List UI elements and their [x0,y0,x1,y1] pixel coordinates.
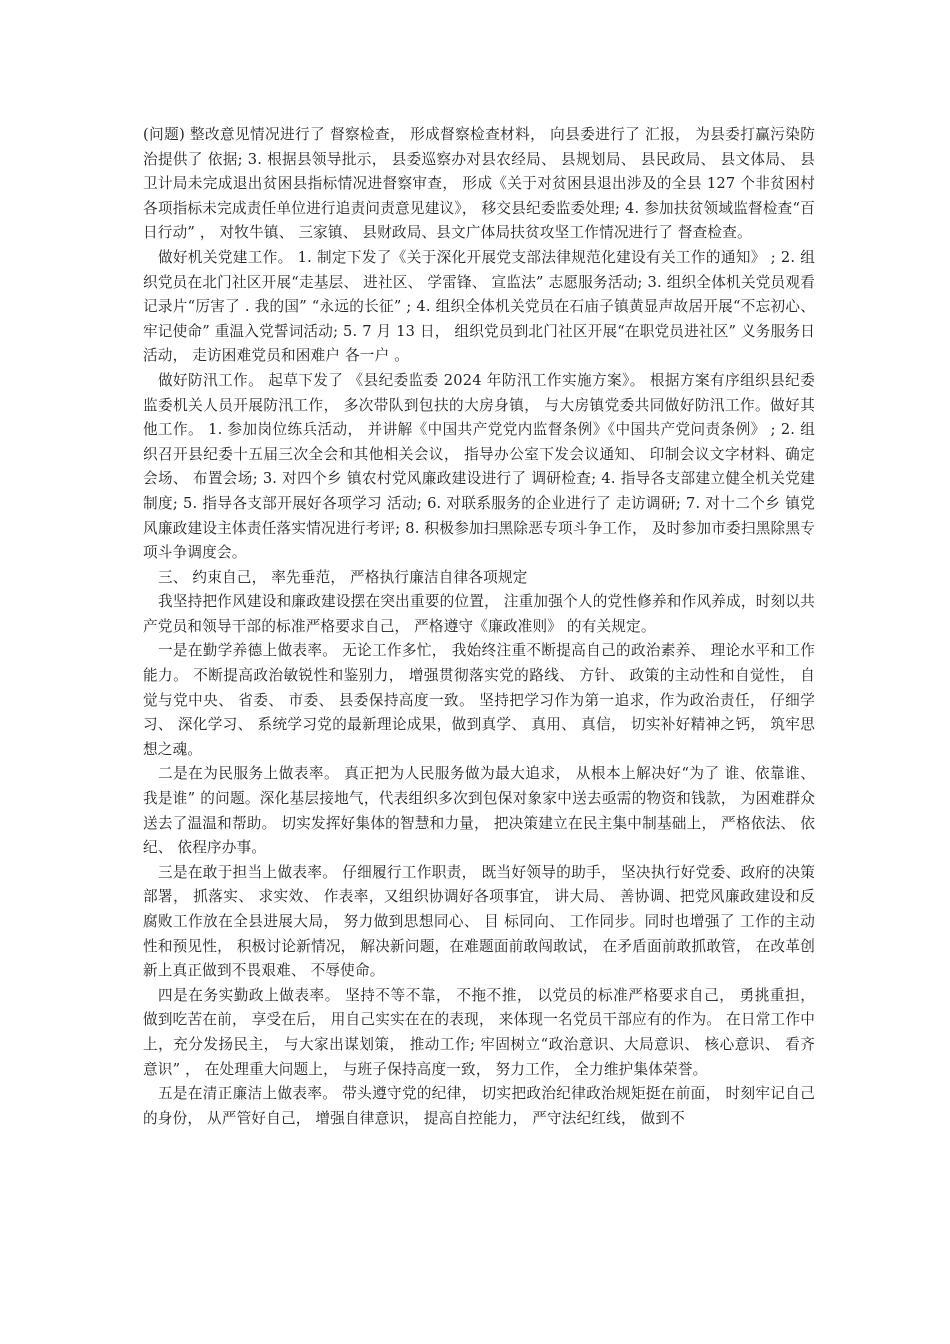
paragraph-diligent-study: 一是在勤学养德上做表率。 无论工作多忙， 我始终注重不断提高自己的政治素养、 理论水平和工作能力。 不断提高政治敏锐性和鉴别力， 增强贯彻落实党的路线、 方针、 政策的主动性和自觉性， 自觉与党中央、 省委、 市委、 县委保持高度一致。 坚持把学习作为第一追求，作为政治责任， 仔细学习、 深化学习、 系统学习党的最新理论成果，做到真学、 真用、 真信， 切实补好精神之钙， 筑牢思想之魂。 [143,642,815,758]
paragraph-integrity: 五是在清正廉洁上做表率。 带头遵守党的纪律， 切实把政治纪律政治规矩挺在前面， 时刻牢记自己的身份， 从严管好自己， 增强自律意识， 提高自控能力， 严守法纪红线， 做到不 [143,1085,815,1127]
paragraph-pragmatic-work: 四是在务实勤政上做表率。 坚持不等不靠， 不拖不推， 以党员的标准严格要求自己， 勇挑重担， 做到吃苦在前， 享受在后， 用自己实实在在的表现， 来体现一名党员干部应有的作为。 在日常工作中上，充分发扬民主， 与大家出谋划策， 推动工作; 牢固树立“政治意识、大局意识、 核心意识、 看齐意识” ， 在处理重大问题上， 与班子保持高度一致， 努力工作， 全力维护集体荣誉。 [143,986,815,1078]
paragraph-responsibility: 三是在敢于担当上做表率。 仔细履行工作职责， 既当好领导的助手， 坚决执行好党委、政府的决策部署， 抓落实、 求实效、 作表率，又组织协调好各项事宜， 讲大局、 善协调、把党风廉政建设和反腐败工作放在全县进展大局， 努力做到思想同心、 目 标同向、 工作同步。同时也增强了 工作的主动性和预见性， 积极讨论新情况， 解决新问题，在难题面前敢闯敢试， 在矛盾面前敢抓敢管， 在改革创新上真正做到不畏艰难、 不辱使命。 [143,863,815,980]
paragraph-party-building: 做好机关党建工作。 1. 制定下发了《关于深化开展党支部法律规范化建设有关工作的通知》 ; 2. 组织党员在北门社区开展“走基层、 进社区、 学雷锋、 宣监法” 志愿服务活动; 3. 组织全体机关党员观看记录片“厉害了 . 我的国” “永远的长征” ; 4. 组织全体机关党员在石庙子镇黄显声故居开展“不忘初心、 牢记使命” 重温入党誓词活动; 5. 7 月 13 日， 组织党员到北门社区开展“在职党员进社区” 义务服务日活动， 走访困难党员和困难户 各一户 。 [143,248,815,365]
paragraph-flood-control: 做好防汛工作。 起草下发了 《县纪委监委 2024 年防汛工作实施方案》。 根据方案有序组织县纪委监委机关人员开展防汛工作， 多次带队到包扶的大房身镇， 与大房镇党委共同做好防汛工作。做好其他工作。 1. 参加岗位练兵活动， 并讲解《中国共产党党内监督条例》《中国共产党问责条例》 ; 2. 组织召开县纪委十五届三次全会和其他相关会议， 指导办公室下发会议通知、 印制会议文字材料、确定会场、 布置会场; 3. 对四个乡 镇农村党风廉政建设进行了 调研检查; 4. 指导各支部建立健全机关党建制度; 5. 指导各支部开展好各项学习 活动; 6. 对联系服务的企业进行了 走访调研; 7. 对十二个乡 镇党风廉政建设主体责任落实情况进行考评; 8. 积极参加扫黑除恶专项斗争工作， 及时参加市委扫黑除黑专项斗争调度会。 [143,371,815,562]
document-body [143,123,815,1131]
paragraph-rectification-report: (问题) 整改意见情况进行了 督察检查， 形成督察检查材料， 向县委进行了 汇报， 为县委打赢污染防治提供了 依据; 3. 根据县领导批示， 县委巡察办对县农经局、 县规划局、 县民政局、 县文体局、 县卫计局未完成退出贫困县指标情况进督察审查， 形成《关于对贫困县退出涉及的全县 127 个非贫困村各项指标未完成责任单位进行追责问责意见建议》， 移交县纪委监委处理; 4. 参加扶贫领域监督检查“百日行动” ， 对牧牛镇、 三家镇、 县财政局、县文广体局扶贫攻坚工作情况进行了 督查检查。 [143,126,815,242]
paragraph-work-style: 我坚持把作风建设和廉政建设摆在突出重要的位置， 注重加强个人的党性修养和作风养成，时刻以共产党员和领导干部的标准严格要求自己， 严格遵守《廉政准则》 的有关规定。 [143,593,815,635]
section-heading-self-discipline: 三、 约束自己， 率先垂范， 严格执行廉洁自律各项规定 [158,568,528,586]
paragraph-serve-people: 二是在为民服务上做表率。 真正把为人民服务做为最大追求， 从根本上解决好“为了 谁、依靠谁、 我是谁” 的问题。深化基层接地气，代表组织多次到包保对象家中送去亟需的物资和钱款， 为困难群众送去了温温和帮助。 切实发挥好集体的智慧和力量， 把决策建立在民主集中制基础上， 严格依法、 依纪、 依程序办事。 [143,765,815,857]
